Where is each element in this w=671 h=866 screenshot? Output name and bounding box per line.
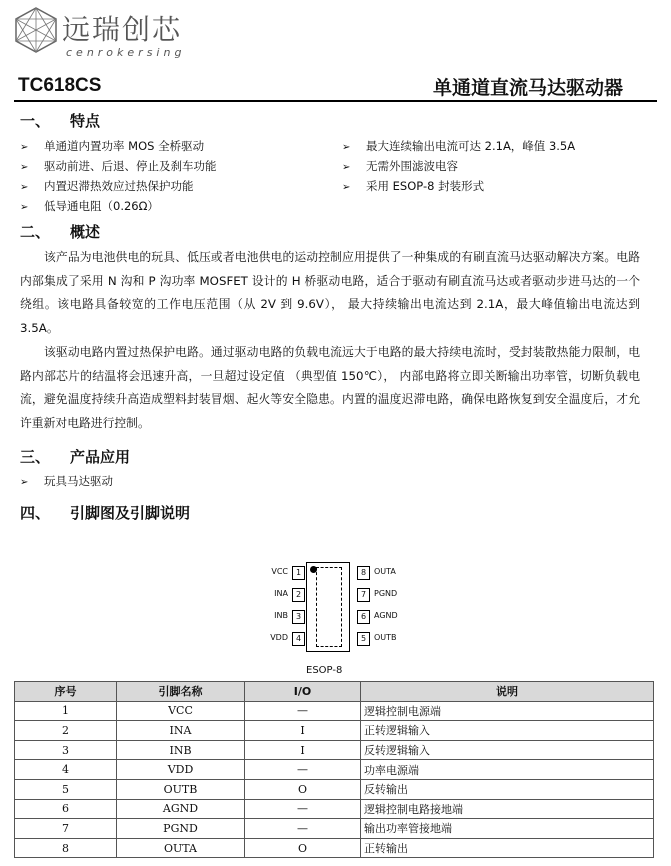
column-header: 引脚名称	[117, 682, 245, 702]
arrow-bullet-icon: ➢	[342, 162, 351, 173]
list-item: ➢ 无需外围滤波电容	[342, 157, 575, 177]
pin-number: 3	[292, 610, 305, 624]
brand-name: 远瑞创芯	[62, 13, 183, 46]
section-number: 四、	[20, 504, 51, 522]
table-row: 4 VDD — 功率电源端	[15, 760, 654, 780]
pin-number: 2	[292, 588, 305, 602]
section-title: 引脚图及引脚说明	[70, 504, 191, 522]
arrow-bullet-icon: ➢	[20, 202, 29, 213]
pin-label: OUTA	[374, 567, 396, 576]
pin1-marker-icon	[310, 566, 317, 573]
package-label: ESOP-8	[306, 665, 343, 676]
list-item: ➢ 低导通电阻（0.26Ω）	[20, 197, 217, 217]
list-item: ➢ 单通道内置功率 MOS 全桥驱动	[20, 137, 217, 157]
pin-number: 7	[357, 588, 370, 602]
section-title: 特点	[70, 112, 101, 130]
pin-number: 8	[357, 566, 370, 580]
document-title: 单通道直流马达驱动器	[432, 77, 623, 99]
company-logo-icon	[12, 6, 60, 54]
applications-list	[20, 472, 113, 492]
table-row: 2 INA I 正转逻辑输入	[15, 721, 654, 741]
table-row: 8 OUTA O 正转输出	[15, 838, 654, 858]
pin-label: VDD	[270, 633, 288, 642]
pin-label: PGND	[374, 589, 398, 598]
pin-label: VCC	[271, 567, 288, 576]
list-item: ➢ 采用 ESOP-8 封装形式	[342, 177, 575, 197]
section-title: 概述	[70, 223, 101, 241]
pin-number: 4	[292, 632, 305, 646]
pin-description-table	[14, 681, 654, 858]
section-heading-pinout	[20, 502, 190, 523]
pin-label: INA	[274, 589, 288, 598]
features-right-list	[342, 137, 575, 197]
pin-number: 6	[357, 610, 370, 624]
column-header: 序号	[15, 682, 117, 702]
section-number: 三、	[20, 448, 51, 466]
section-title: 产品应用	[70, 448, 131, 466]
overview-paragraph-1: 该产品为电池供电的玩具、低压或者电池供电的运动控制应用提供了一种集成的有刷直流马达驱动解决方案。电路内部集成了采用 N 沟和 P 沟功率 MOSFET 设计的 H 桥驱动电路，适合于驱动有刷直流马达或者驱动步进马达的一个绕组。该电路具备较宽的工作电压范围（从 2V 到 9.6V）， 最大持续输出电流达到 2.1A，最大峰值输出电流达到 3.5A。	[20, 250, 640, 335]
pin-number: 1	[292, 566, 305, 580]
list-item: ➢ 玩具马达驱动	[20, 472, 113, 492]
table-header-row	[15, 682, 654, 702]
arrow-bullet-icon: ➢	[342, 182, 351, 193]
table-row: 1 VCC — 逻辑控制电源端	[15, 701, 654, 721]
section-number: 一、	[20, 112, 51, 130]
section-heading-applications	[20, 446, 130, 467]
table-row: 3 INB I 反转逻辑输入	[15, 740, 654, 760]
header-divider	[14, 100, 657, 102]
list-item: ➢ 最大连续输出电流可达 2.1A，峰值 3.5A	[342, 137, 575, 157]
overview-paragraph-2: 该驱动电路内置过热保护电路。通过驱动电路的负载电流远大于电路的最大持续电流时，受封装散热能力限制，电路内部芯片的结温将会迅速升高，一旦超过设定值 （典型值 150℃）， 内部电路将立即关断输出功率管，切断负载电流，避免温度持续升高造成塑料封装冒烟、起火等安全隐患。内置的温度迟滞电路，确保电路恢复到安全温度后，才允许重新对电路进行控制。	[20, 345, 640, 430]
table-row: 5 OUTB O 反转输出	[15, 779, 654, 799]
arrow-bullet-icon: ➢	[20, 477, 29, 488]
arrow-bullet-icon: ➢	[20, 162, 29, 173]
list-item: ➢ 驱动前进、后退、停止及刹车功能	[20, 157, 217, 177]
brand-subtitle: cenrokersing	[66, 46, 186, 59]
pin-label: AGND	[374, 611, 398, 620]
section-number: 二、	[20, 223, 51, 241]
section-heading-features	[20, 110, 100, 131]
arrow-bullet-icon: ➢	[20, 142, 29, 153]
pin-label: INB	[274, 611, 288, 620]
table-row: 7 PGND — 输出功率管接地端	[15, 819, 654, 839]
list-item: ➢ 内置迟滞热效应过热保护功能	[20, 177, 217, 197]
table-row: 6 AGND — 逻辑控制电路接地端	[15, 799, 654, 819]
features-left-list	[20, 137, 217, 217]
column-header: I/O	[245, 682, 361, 702]
exposed-pad	[316, 567, 342, 647]
part-number: TC618CS	[18, 75, 102, 96]
arrow-bullet-icon: ➢	[20, 182, 29, 193]
arrow-bullet-icon: ➢	[342, 142, 351, 153]
column-header: 说明	[361, 682, 654, 702]
pin-label: OUTB	[374, 633, 397, 642]
section-heading-overview	[20, 221, 100, 242]
pin-number: 5	[357, 632, 370, 646]
